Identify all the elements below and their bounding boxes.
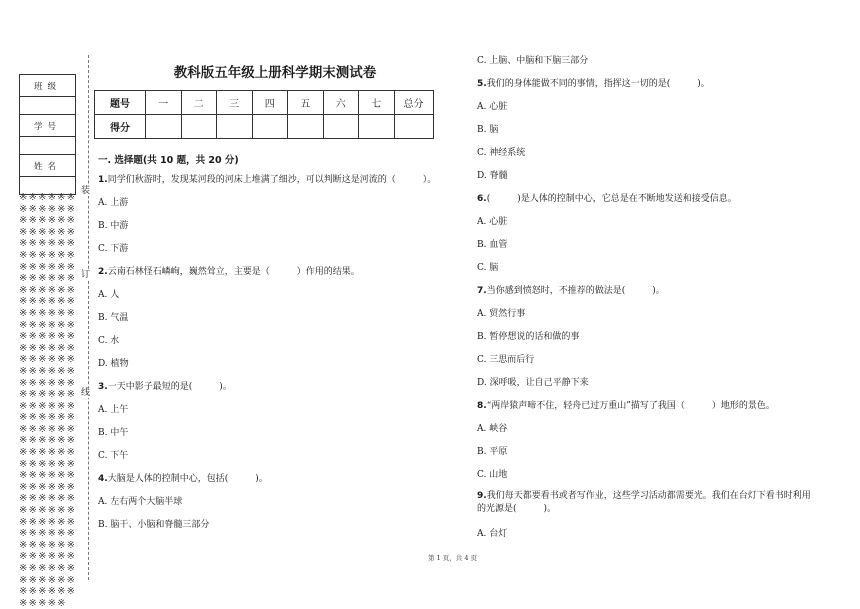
class-label: 班级	[20, 75, 76, 97]
option-line: B. 中午	[98, 428, 129, 438]
star-pattern: ※※※※※※※※※※※※※※※※※※※※※※※※※※※※※※※※※※※※※※※※※※※※※※※※※※※※※※※※※※※※※※※※※※※※※※※※※※※※※※※※※※※※※※※※※※※※※※※※※※※※※※※※※※※※※※※※※※※※※※※※※※※※※※※※※※※※※※※※※※※※※※※※※※※※※※※※※※※※※※※※※※※※※※※※※※※※※※※※※※※※※※※※※※※※※※※※※※※※※※※※※※※※※※※※※※※※※※※	[19, 192, 77, 609]
option-line: B. 气温	[98, 313, 129, 323]
option-line: C. 水	[98, 336, 120, 346]
option-line: C. 三思而后行	[477, 355, 535, 365]
score-header-cell: 六	[323, 91, 359, 115]
question-5: 5.我们的身体能做不同的事情，指挥这一切的是( )。	[477, 79, 710, 89]
option-line: C. 下午	[98, 451, 129, 461]
option-line: C. 山地	[477, 470, 508, 480]
option-line: D. 深呼吸，让自己平静下来	[477, 378, 589, 388]
option-line: A. 人	[98, 290, 120, 300]
seal-line	[88, 55, 89, 580]
student-info-table	[19, 74, 76, 195]
score-cell[interactable]	[181, 115, 217, 139]
question-1: 1.同学们秋游时，发现某河段的河床上堆满了细沙，可以判断这是河流的（ ）。	[98, 175, 437, 185]
question-4: 4.大脑是人体的控制中心，包括( )。	[98, 474, 268, 484]
seal-char-ding: 订	[81, 270, 91, 280]
score-header-cell: 四	[252, 91, 288, 115]
question-9: 9.我们每天都要看书或者写作业，这些学习活动都需要光。我们在台灯下看书时利用的光源是( )。	[477, 491, 811, 514]
option-line: B. 血管	[477, 240, 508, 250]
score-header-cell: 七	[359, 91, 395, 115]
option-line: A. 贸然行事	[477, 309, 526, 319]
score-header-cell: 三	[217, 91, 253, 115]
option-line: D. 脊髓	[477, 171, 508, 181]
option-line: B. 中游	[98, 221, 129, 231]
score-cell[interactable]	[252, 115, 288, 139]
option-line: A. 台灯	[477, 529, 508, 539]
score-header-cell: 五	[288, 91, 324, 115]
question-7: 7.当你感到愤怒时，不推荐的做法是( )。	[477, 286, 665, 296]
seal-char-xian: 线	[81, 388, 91, 398]
option-line: A. 心脏	[477, 102, 508, 112]
option-line: C. 上脑、中脑和下脑三部分	[477, 56, 589, 66]
option-line: B. 暂停想说的话和做的事	[477, 332, 580, 342]
score-cell[interactable]	[394, 115, 433, 139]
question-6: 6.( )是人体的控制中心，它总是在不断地发送和接受信息。	[477, 194, 737, 204]
score-header-cell: 二	[181, 91, 217, 115]
question-8: 8.“两岸猿声啼不住，轻舟已过万重山”描写了我国（ ）地形的景色。	[477, 401, 775, 411]
option-line: A. 上游	[98, 198, 129, 208]
option-line: A. 峡谷	[477, 424, 508, 434]
score-row-label: 得分	[95, 115, 146, 139]
score-cell[interactable]	[146, 115, 182, 139]
score-cell[interactable]	[288, 115, 324, 139]
option-line: C. 下游	[98, 244, 129, 254]
option-line: A. 上午	[98, 405, 129, 415]
exam-title: 教科版五年级上册科学期末测试卷	[173, 65, 377, 81]
option-line: C. 脑	[477, 263, 499, 273]
option-line: B. 脑干、小脑和脊髓三部分	[98, 520, 210, 530]
student-number-field[interactable]	[20, 137, 76, 155]
option-line: B. 平原	[477, 447, 508, 457]
question-2: 2.云南石林怪石嶙峋，巍然耸立，主要是（ ）作用的结果。	[98, 267, 360, 277]
score-header-cell: 总分	[394, 91, 433, 115]
seal-char-zhuang: 装	[81, 186, 91, 196]
score-cell[interactable]	[217, 115, 253, 139]
option-line: B. 脑	[477, 125, 499, 135]
option-line: C. 神经系统	[477, 148, 526, 158]
student-number-label: 学号	[20, 115, 76, 137]
class-field[interactable]	[20, 97, 76, 115]
score-table	[94, 90, 434, 139]
name-label: 姓名	[20, 155, 76, 177]
option-line: D. 植物	[98, 359, 129, 369]
score-header-cell: 一	[146, 91, 182, 115]
section-title: 一. 选择题(共 10 题，共 20 分)	[98, 155, 239, 166]
question-3: 3.一天中影子最短的是( )。	[98, 382, 232, 392]
option-line: A. 左右两个大脑半球	[98, 497, 183, 507]
score-cell[interactable]	[359, 115, 395, 139]
score-cell[interactable]	[323, 115, 359, 139]
option-line: A. 心脏	[477, 217, 508, 227]
score-header-cell: 题号	[95, 91, 146, 115]
page-footer: 第 1 页，共 4 页	[428, 554, 478, 562]
